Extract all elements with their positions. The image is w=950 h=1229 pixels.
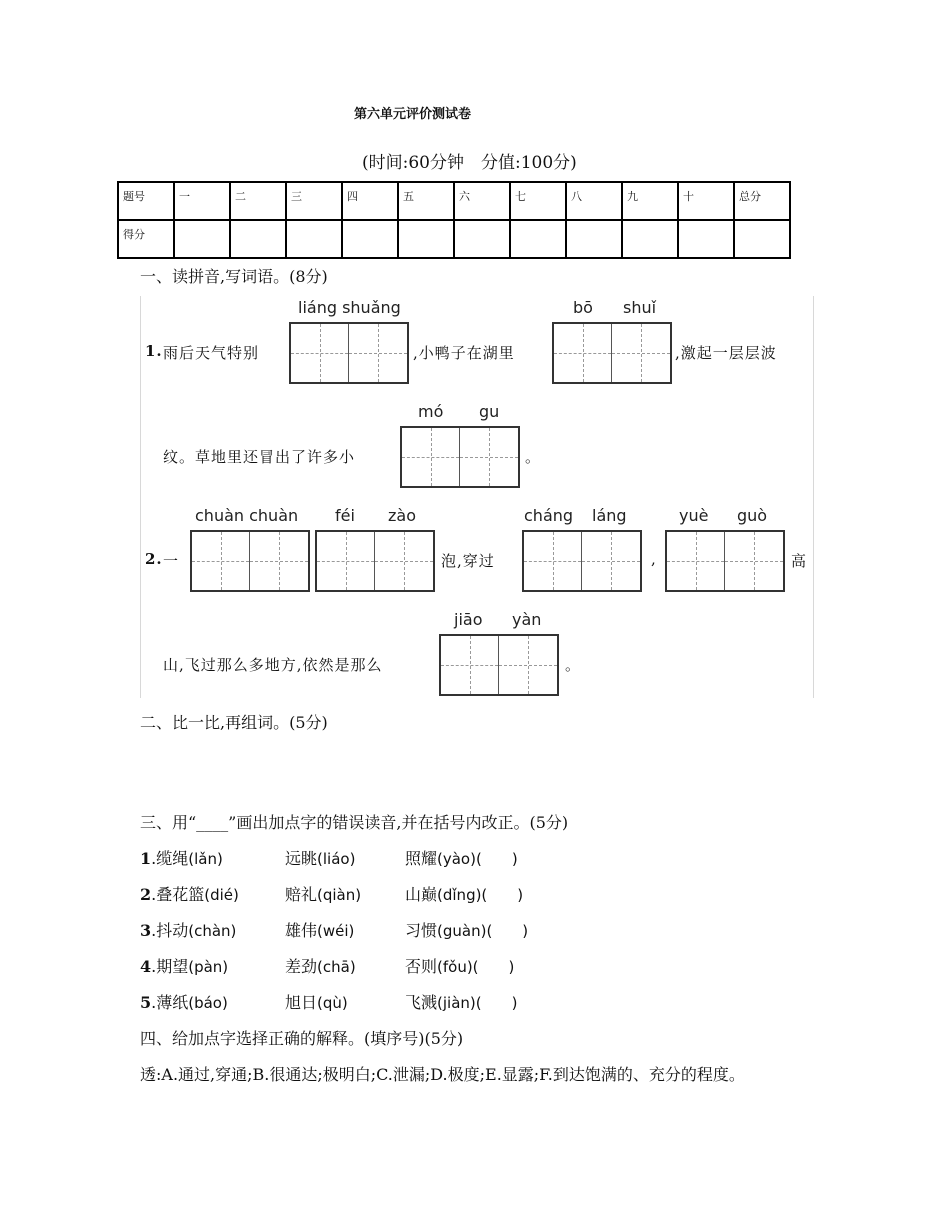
q3-row-5-c[interactable]: 飞溅(jiàn)( ) xyxy=(405,993,518,1012)
q1-pinyin-a: liáng shuǎng xyxy=(298,298,401,317)
score-table xyxy=(117,181,791,259)
score-cell[interactable] xyxy=(230,220,286,258)
score-table-header-label: 题号 xyxy=(118,182,174,220)
q3-row-2-c[interactable]: 山巅(dǐng)( ) xyxy=(405,885,524,904)
q1-text-e: 。 xyxy=(525,448,542,466)
q3-row-4-b: 差劲(chā) xyxy=(285,957,356,976)
q2-pinyin-e1: jiāo xyxy=(454,610,483,629)
q2-pinyin-a: chuàn chuàn xyxy=(195,506,299,525)
q1-answer-boxes-b[interactable] xyxy=(552,322,672,384)
q1-text-d: 纹。草地里还冒出了许多小 xyxy=(163,448,356,466)
score-table-col: 九 xyxy=(622,182,678,220)
score-cell[interactable] xyxy=(286,220,342,258)
score-cell[interactable] xyxy=(398,220,454,258)
q1-pinyin-b1: bō xyxy=(573,298,593,317)
score-table-header-row xyxy=(118,182,790,220)
q1-pinyin-b2: shuǐ xyxy=(623,298,657,317)
q3-row-1: 1.缆绳(lǎn) xyxy=(140,849,223,868)
section-1-heading: 一、读拼音,写词语。(8分) xyxy=(140,267,328,286)
q2-pinyin-b2: zào xyxy=(388,506,416,525)
score-table-col: 八 xyxy=(566,182,622,220)
q1-pinyin-c2: gu xyxy=(479,402,500,421)
score-table-col: 五 xyxy=(398,182,454,220)
q2-number: 2. xyxy=(145,550,163,568)
score-cell[interactable] xyxy=(342,220,398,258)
score-table-col: 十 xyxy=(678,182,734,220)
q3-row-1-c[interactable]: 照耀(yào)( ) xyxy=(405,849,518,868)
q2-pinyin-d1: yuè xyxy=(679,506,709,525)
q1-pinyin-c1: mó xyxy=(418,402,444,421)
page-title: 第六单元评价测试卷 xyxy=(354,107,472,122)
q2-answer-boxes-e[interactable] xyxy=(439,634,559,696)
q2-text-e: 山,飞过那么多地方,依然是那么 xyxy=(163,656,383,674)
q2-pinyin-d2: guò xyxy=(737,506,768,525)
section-2-heading: 二、比一比,再组词。(5分) xyxy=(140,713,328,732)
q3-row-3-c[interactable]: 习惯(guàn)( ) xyxy=(405,921,529,940)
q3-row-1-b: 远眺(liáo) xyxy=(285,849,356,868)
score-cell[interactable] xyxy=(510,220,566,258)
q2-text-c: , xyxy=(651,550,657,568)
section-4-heading: 四、给加点字选择正确的解释。(填序号)(5分) xyxy=(140,1029,464,1048)
score-table-col: 三 xyxy=(286,182,342,220)
q1-answer-boxes-a[interactable] xyxy=(289,322,409,384)
score-cell[interactable] xyxy=(566,220,622,258)
q3-row-2-b: 赔礼(qiàn) xyxy=(285,885,362,904)
q1-text-b: ,小鸭子在湖里 xyxy=(413,344,515,362)
q3-row-2: 2.叠花篮(dié) xyxy=(140,885,239,904)
q2-text-f: 。 xyxy=(565,656,582,674)
exam-info: (时间:60分钟 分值:100分) xyxy=(362,153,577,173)
q2-pinyin-e2: yàn xyxy=(512,610,542,629)
q1-text-c: ,激起一层层波 xyxy=(675,344,777,362)
q2-pinyin-c2: láng xyxy=(592,506,627,525)
q3-row-4: 4.期望(pàn) xyxy=(140,957,229,976)
q1-answer-boxes-c[interactable] xyxy=(400,426,520,488)
score-table-score-row xyxy=(118,220,790,258)
section-4-definitions: 透:A.通过,穿通;B.很通达;极明白;C.泄漏;D.极度;E.显露;F.到达饱满的、充分的程度。 xyxy=(140,1065,745,1084)
q2-text-b: 泡,穿过 xyxy=(441,552,495,570)
score-table-col: 一 xyxy=(174,182,230,220)
q2-pinyin-b1: féi xyxy=(335,506,355,525)
q2-answer-boxes-a[interactable] xyxy=(190,530,310,592)
q2-answer-boxes-d[interactable] xyxy=(665,530,785,592)
q1-text-a: 雨后天气特别 xyxy=(163,344,260,362)
score-table-col: 六 xyxy=(454,182,510,220)
score-table-col: 二 xyxy=(230,182,286,220)
q1-number: 1. xyxy=(145,342,163,360)
q3-row-3-b: 雄伟(wéi) xyxy=(285,921,355,940)
q2-pinyin-c1: cháng xyxy=(524,506,574,525)
q3-row-5-b: 旭日(qù) xyxy=(285,993,348,1012)
score-cell[interactable] xyxy=(678,220,734,258)
score-cell[interactable] xyxy=(734,220,790,258)
section-3-heading: 三、用“____”画出加点字的错误读音,并在括号内改正。(5分) xyxy=(140,813,569,832)
score-table-score-label: 得分 xyxy=(118,220,174,258)
score-table-col: 总分 xyxy=(734,182,790,220)
q2-answer-boxes-b[interactable] xyxy=(315,530,435,592)
q2-text-d: 高 xyxy=(791,552,808,570)
q3-row-3: 3.抖动(chàn) xyxy=(140,921,237,940)
section-1-panel xyxy=(140,296,814,698)
q2-text-a: 一 xyxy=(163,552,180,570)
score-cell[interactable] xyxy=(174,220,230,258)
score-table-col: 四 xyxy=(342,182,398,220)
q2-answer-boxes-c[interactable] xyxy=(522,530,642,592)
score-cell[interactable] xyxy=(454,220,510,258)
score-table-col: 七 xyxy=(510,182,566,220)
score-cell[interactable] xyxy=(622,220,678,258)
q3-row-5: 5.薄纸(báo) xyxy=(140,993,228,1012)
q3-row-4-c[interactable]: 否则(fǒu)( ) xyxy=(405,957,515,976)
